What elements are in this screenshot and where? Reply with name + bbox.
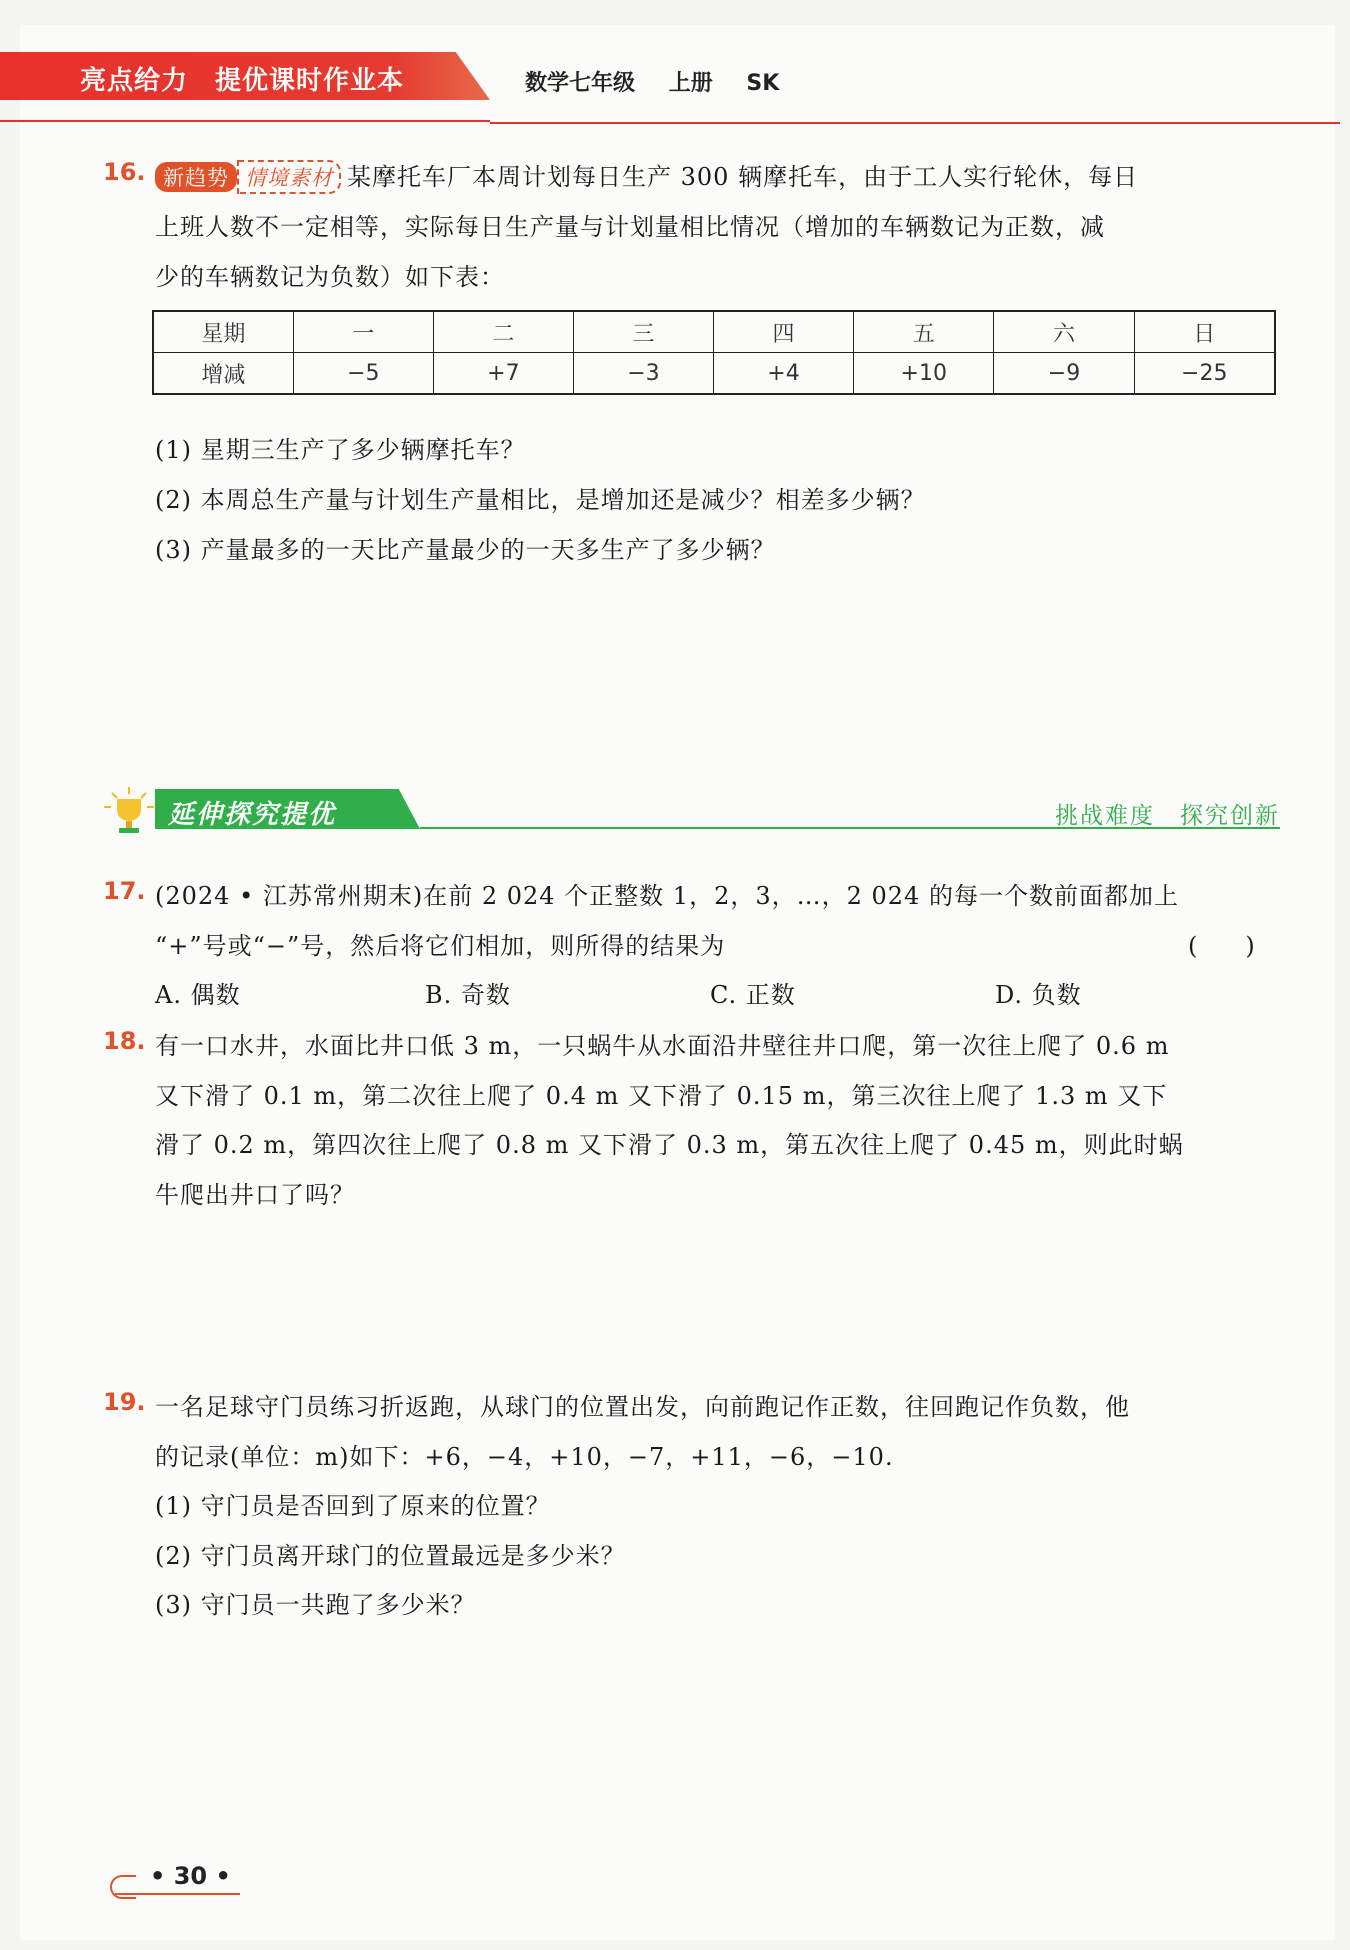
edition-label: SK [746,71,780,96]
option-b: B. 奇数 [425,981,511,1009]
sub-question-2: (2) 本周总生产量与计划生产量相比，是增加还是减少？相差多少辆？ [155,486,926,514]
sub-question-3: (3) 产量最多的一天比产量最少的一天多生产了多少辆？ [155,536,776,564]
table-row [153,353,1275,395]
table-cell: 星期 [153,311,293,353]
table-cell: 五 [854,311,994,353]
question-18-line-2: 又下滑了 0.1 m，第二次往上爬了 0.4 m 又下滑了 0.15 m，第三次往上爬了 1.3 m 又下 [155,1082,1168,1110]
sub-question-1: (1) 守门员是否回到了原来的位置？ [155,1492,551,1520]
header-subtitle [525,66,805,97]
question-number: 17. [103,877,146,905]
trophy-icon [100,785,158,837]
trend-tag: 新趋势 [155,162,237,192]
book-title: 亮点给力 提优课时作业本 [80,66,405,96]
question-number: 19. [103,1388,146,1416]
scene-tag: 情境素材 [237,160,341,194]
page-number: • 30 • [150,1862,231,1890]
footer-ornament [110,1875,136,1899]
question-number: 18. [103,1027,146,1055]
table-cell: +7 [433,353,573,395]
question-16-line-3: 少的车辆数记为负数）如下表： [155,263,505,291]
sub-question-1: (1) 星期三生产了多少辆摩托车？ [155,436,526,464]
table-cell: +4 [713,353,853,395]
subject-label: 数学七年级 [525,71,636,96]
table-cell: 四 [713,311,853,353]
question-number: 16. [103,158,146,186]
table-cell: 增减 [153,353,293,395]
table-cell: −3 [573,353,713,395]
page-header [0,52,1340,122]
table-cell: −5 [293,353,433,395]
option-c: C. 正数 [710,981,796,1009]
volume-label: 上册 [668,71,713,96]
section-banner [100,785,1280,841]
table-cell: 日 [1134,311,1275,353]
sub-question-3: (3) 守门员一共跑了多少米？ [155,1591,476,1619]
question-18-line-3: 滑了 0.2 m，第四次往上爬了 0.8 m 又下滑了 0.3 m，第五次往上爬了 0.45 m，则此时蜗 [155,1131,1184,1159]
footer-rule [115,1893,240,1895]
sub-question-2: (2) 守门员离开球门的位置最远是多少米？ [155,1542,626,1570]
table-cell: +10 [854,353,994,395]
answer-bracket: ( ) [1188,932,1255,960]
table-cell: −25 [1134,353,1275,395]
section-subtitle: 挑战难度 探究创新 [1055,803,1280,829]
option-a: A. 偶数 [155,981,241,1009]
question-18-line-1: 有一口水井，水面比井口低 3 m，一只蜗牛从水面沿井壁往井口爬，第一次往上爬了 0.6 m [155,1032,1170,1060]
option-d: D. 负数 [995,981,1082,1009]
header-rule [490,122,1340,124]
table-cell: 二 [433,311,573,353]
table-cell: 一 [293,311,433,353]
table-cell: −9 [994,353,1134,395]
question-16-line-2: 上班人数不一定相等，实际每日生产量与计划量相比情况（增加的车辆数记为正数，减 [155,213,1105,241]
question-17-line-2: “+”号或“−”号，然后将它们相加，则所得的结果为 [155,932,726,960]
table-cell: 六 [994,311,1134,353]
question-19-line-2: 的记录(单位：m)如下：+6，−4，+10，−7，+11，−6，−10. [155,1443,894,1471]
question-18-line-4: 牛爬出井口了吗？ [155,1181,355,1209]
question-19-line-1: 一名足球守门员练习折返跑，从球门的位置出发，向前跑记作正数，往回跑记作负数，他 [155,1393,1130,1421]
question-16-line-1 [155,157,1138,194]
table-cell: 三 [573,311,713,353]
header-rule-left [0,120,490,122]
section-title: 延伸探究提优 [168,800,337,830]
production-table [152,310,1276,395]
question-text: 某摩托车厂本周计划每日生产 300 辆摩托车，由于工人实行轮休，每日 [347,163,1139,191]
question-17-line-1: (2024 • 江苏常州期末)在前 2 024 个正整数 1，2，3，…，2 024 的每一个数前面都加上 [155,882,1179,910]
table-header-row [153,311,1275,353]
